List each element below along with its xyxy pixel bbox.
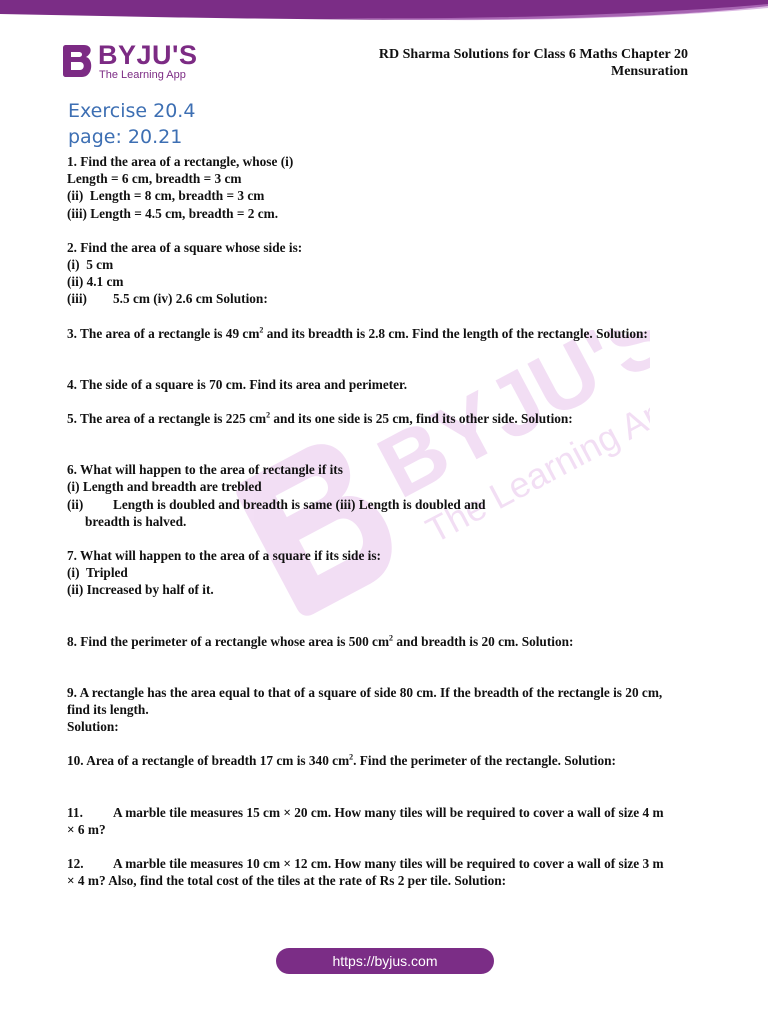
question-8-text-a: 8. Find the perimeter of a rectangle whose area is 500 cm (67, 633, 390, 649)
question-11-text: A marble tile measures 15 cm × 20 cm. How many tiles will be required to cover a wall of size 4 m (113, 804, 664, 820)
question-12 (67, 855, 697, 889)
question-1-line-4: (iii) Length = 4.5 cm, breadth = 2 cm. (67, 205, 279, 221)
header-subtitle: Mensuration (611, 64, 688, 79)
question-10-text-a: 10. Area of a rectangle of breadth 17 cm is 340 cm (67, 753, 350, 769)
question-5 (67, 410, 697, 427)
brand-name: BYJU'S (98, 40, 198, 70)
question-9-line-1: 9. A rectangle has the area equal to that of a square of side 80 cm. If the breadth of the rectangle is 20 cm, (67, 684, 663, 700)
question-11 (67, 804, 697, 838)
question-7-line-2: (i) Tripled (67, 565, 128, 581)
question-2-line-4-label: (iii) (67, 291, 87, 307)
question-1-line-1: 1. Find the area of a rectangle, whose (i) (67, 154, 294, 169)
top-decorative-band (0, 0, 768, 22)
question-6-line-1: 6. What will happen to the area of rectangle if its (67, 462, 343, 478)
question-12-line-2: × 4 m? Also, find the total cost of the tiles at the rate of Rs 2 per tile. Solution: (67, 873, 507, 889)
question-7-line-1: 7. What will happen to the area of a square if its side is: (67, 548, 381, 564)
byjus-logo-icon (62, 43, 94, 79)
question-11-line-1 (67, 804, 697, 821)
question-8-line (67, 633, 697, 650)
question-8 (67, 633, 697, 650)
question-6 (67, 461, 697, 530)
brand-logo (62, 40, 202, 86)
questions-list (67, 153, 697, 889)
question-9-line-2: find its length. (67, 702, 149, 718)
question-1-line-2: Length = 6 cm, breadth = 3 cm (67, 171, 242, 187)
question-6-line-3-label: (ii) (67, 496, 84, 512)
exercise-title: Exercise 20.4 (68, 100, 196, 122)
question-10-superscript: 2 (349, 753, 354, 763)
question-5-text-b: and its one side is 25 cm, find its other side. Solution: (270, 411, 573, 427)
question-4-line: 4. The side of a square is 70 cm. Find its area and perimeter. (67, 376, 408, 392)
question-2-line-4 (67, 290, 697, 307)
svg-text:BYJU'S: BYJU'S (362, 330, 650, 517)
question-6-line-3-text: Length is doubled and breadth is same (iii) Length is doubled and (113, 496, 486, 512)
question-2-line-2: (i) 5 cm (67, 257, 114, 273)
question-2-line-4-text: 5.5 cm (iv) 2.6 cm Solution: (113, 291, 268, 307)
question-12-text: A marble tile measures 10 cm × 12 cm. How many tiles will be required to cover a wall of size 3 m (113, 856, 664, 872)
question-3 (67, 325, 697, 342)
question-2 (67, 239, 697, 308)
question-11-line-2: × 6 m? (67, 821, 106, 837)
header-title: RD Sharma Solutions for Class 6 Maths Chapter 20 (378, 47, 688, 62)
question-5-text-a: 5. The area of a rectangle is 225 cm (67, 411, 267, 427)
question-6-line-2: (i) Length and breadth are trebled (67, 479, 262, 495)
question-4 (67, 376, 697, 393)
question-3-text-a: 3. The area of a rectangle is 49 cm (67, 325, 260, 341)
question-5-superscript: 2 (266, 410, 271, 420)
question-7 (67, 547, 697, 599)
question-10 (67, 752, 697, 769)
question-3-text-b: and its breadth is 2.8 cm. Find the length of the rectangle. Solution: (263, 325, 648, 341)
question-6-line-4: breadth is halved. (85, 513, 187, 529)
document-header (348, 46, 688, 80)
svg-text:The Learning App: The Learning App (419, 381, 650, 551)
exercise-page: page: 20.21 (68, 126, 183, 148)
question-6-line-3 (67, 496, 697, 513)
question-2-line-1: 2. Find the area of a square whose side is: (67, 239, 303, 255)
question-12-number: 12. (67, 856, 84, 872)
question-12-line-1 (67, 855, 697, 872)
question-7-line-3: (ii) Increased by half of it. (67, 582, 214, 598)
question-11-number: 11. (67, 804, 83, 820)
question-5-line (67, 410, 697, 427)
question-9 (67, 684, 697, 736)
question-9-line-3: Solution: (67, 719, 119, 735)
question-3-superscript: 2 (259, 325, 264, 335)
question-1-line-3: (ii) Length = 8 cm, breadth = 3 cm (67, 188, 265, 204)
question-10-text-b: . Find the perimeter of the rectangle. Solution: (353, 753, 616, 769)
brand-tagline: The Learning App (99, 69, 186, 81)
question-8-superscript: 2 (389, 633, 394, 643)
question-1 (67, 153, 697, 222)
question-8-text-b: and breadth is 20 cm. Solution: (393, 633, 574, 649)
question-10-line (67, 752, 697, 769)
question-2-line-3: (ii) 4.1 cm (67, 274, 124, 290)
footer-url-link[interactable]: https://byjus.com (276, 948, 494, 974)
question-3-line (67, 325, 697, 342)
